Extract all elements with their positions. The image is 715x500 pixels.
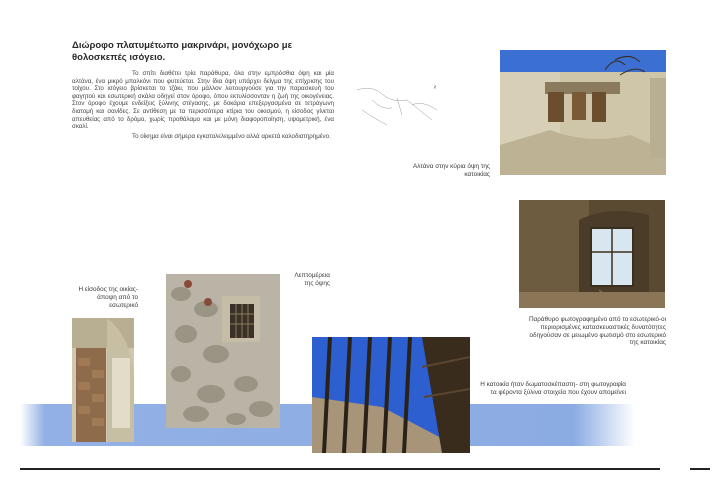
altana-caption: Αλτάνα στην κύρια όψη της κατοικίας	[412, 163, 490, 178]
roof-caption: Η κατοικία ήταν δωματοσκέπαστη- στη φωτογραφία τα φέροντα ξύλινα στοιχεία που έχουν απομείνει	[480, 381, 626, 396]
altana-photo	[500, 50, 666, 175]
body-paragraph: Το σπίτι διαθέτει τρία παράθυρα, όλα στην εμπρόσθια όψη και μία αλτάνα, ένα μικρό μπαλκόνι που φυτεύεται. Στην ίδια όψη υπάρχει δείγμα της επίχρισης του τοίχου. Στο ισόγειο βρίσκεται το τζάκι, που μάλλον λειτουργούσε για την παρασκευή του φαγητού και εσωτερική σκάλα οδηγεί στον όροφο, όπου εκτυλίσσονταν η ζωή της οικογένειας. Στον όροφο έχουμε ενδείξεις ξύλινης στέγασης, με δοκάρια επεξεργασμένα σε τετράγωνη διατομή και σανίδες. Σε αντίθεση με τα περισσότερα κτίρια του οικισμού, η είσοδος γίνεται απευθείας από το δρόμο, χωρίς προθάλαμο και με μόνη διαφοροποίηση, υψομετρική, ένα σκαλί.	[72, 70, 334, 131]
window-photo	[519, 200, 665, 308]
body-paragraph: Το οίκημα είναι σήμερα εγκαταλελειμμένο αλλά αρκετά καλοδιατηρημένο.	[132, 132, 331, 140]
entrance-caption: Η είσοδος της οικίας-άποψη από το εσωτερικό	[78, 286, 138, 309]
facade-photo	[166, 274, 280, 428]
bottom-rule	[20, 468, 660, 470]
site-sketch	[352, 80, 452, 140]
window-caption: Παράθυρο φωτογραφημένο από το εσωτερικό-οι περιορισμένες κατασκευαστικές δυνατότητες οδηγούσαν σε μειωμένο φωτισμό στο εσωτερικό της κατοικίας	[528, 316, 666, 347]
roof-photo	[312, 337, 470, 453]
bottom-rule-right	[690, 468, 710, 470]
facade-caption: Λεπτομέρεια της όψης	[294, 272, 330, 287]
page-title: Διώροφο πλατυμέτωπο μακρινάρι, μονόχωρο με θολοσκεπές ισόγειο.	[72, 40, 293, 63]
entrance-photo	[72, 318, 134, 442]
body-text	[72, 70, 334, 140]
